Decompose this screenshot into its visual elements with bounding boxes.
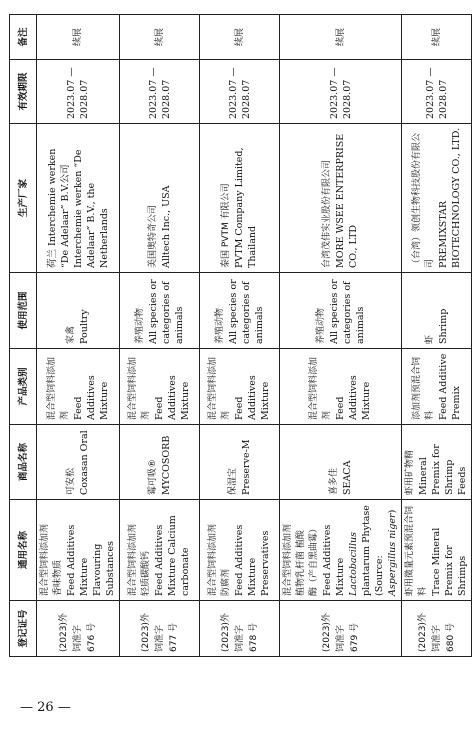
cell-note: 续展 <box>120 15 200 60</box>
cell-validity: 2023.07 — 2028.07 <box>402 60 472 124</box>
cell-generic-name: 混合型饲料添加剂 轻质碳酸钙 Feed Additives Mixture Calcium carbonate <box>120 500 200 601</box>
page-number: — 26 — <box>20 700 71 715</box>
cell-manufacturer: 台湾茂伟实业股份有限公司 MORE WSEE ENTERPRISE CO., LTD <box>280 124 402 273</box>
cell-manufacturer: 泰国 PVTM 有限公司 PVTM Company Limited, Thailand <box>200 124 280 273</box>
cell-note: 续展 <box>37 15 120 60</box>
cell-trade-name: 虾用矿物精 Mineral Premix for Shrimp Feeds <box>402 425 472 500</box>
cell-trade-name: 喜多佳 SEACA <box>280 425 402 500</box>
cell-manufacturer: 美国奥特奇公司 Alltech Inc., USA <box>120 124 200 273</box>
cell-trade-name: 可安松 Coxasan Oral <box>37 425 120 500</box>
cell-reg-no: (2023)外饲准字 679 号 <box>280 601 402 657</box>
header-manufacturer: 生产厂家 <box>10 124 37 273</box>
cell-scope: 养殖动物 All species or categories of animals <box>280 273 402 349</box>
cell-category: 混合型饲料添加剂 Feed Additives Mixture <box>37 349 120 425</box>
cell-validity: 2023.07 — 2028.07 <box>120 60 200 124</box>
header-reg-no: 登记证号 <box>10 601 37 657</box>
cell-scope: 养殖动物 All species or categories of animals <box>120 273 200 349</box>
cell-category: 混合型饲料添加剂 Feed Additives Mixture <box>120 349 200 425</box>
cell-generic-name: 混合型饲料添加剂 植物乳杆菌 植酸 酶（产自黑曲霉） Feed Additives Mixture Lactobacillus plantarum Phytase (Source: Aspergillus niger) <box>280 500 402 601</box>
cell-reg-no: (2023)外饲准字 680 号 <box>402 601 472 657</box>
cell-category: 混合型饲料添加剂 Feed Additives Mixture <box>280 349 402 425</box>
cell-generic-name: 虾用微量元素预混合饲料 Trace Mineral Premix for Shrimps <box>402 500 472 601</box>
cell-validity: 2023.07 — 2028.07 <box>280 60 402 124</box>
header-note: 备注 <box>10 15 37 60</box>
header-trade-name: 商品名称 <box>10 425 37 500</box>
cell-scope: 养殖动物 All species or categories of animals <box>200 273 280 349</box>
cell-category: 混合型饲料添加剂 Feed Additives Mixture <box>200 349 280 425</box>
cell-note: 续展 <box>402 15 472 60</box>
table-header-row <box>10 15 37 657</box>
cell-generic-name: 混合型饲料添加剂 防腐剂 Feed Additives Mixture Preservatives <box>200 500 280 601</box>
cell-scope: 家禽 Poultry <box>37 273 120 349</box>
cell-validity: 2023.07 — 2028.07 <box>37 60 120 124</box>
cell-note: 续展 <box>280 15 402 60</box>
cell-reg-no: (2023)外饲准字 678 号 <box>200 601 280 657</box>
registration-table <box>9 14 472 657</box>
table-row <box>120 15 200 657</box>
cell-manufacturer: 荷兰 Interchemie werken “De Adelaar” B.V.公司 Interchemie werken “De Adelaar” B.V., the Netherlands <box>37 124 120 273</box>
cell-generic-name: 混合型饲料添加剂 香味物质 Feed Additives Mixture Flavouring Substances <box>37 500 120 601</box>
table-row <box>200 15 280 657</box>
cell-reg-no: (2023)外饲准字 676 号 <box>37 601 120 657</box>
cell-trade-name: 保湿宝 Preserve-M <box>200 425 280 500</box>
cell-note: 续展 <box>200 15 280 60</box>
table-row <box>37 15 120 657</box>
cell-trade-name: 霉可吸® MYCOSORB <box>120 425 200 500</box>
table-row <box>402 15 472 657</box>
cell-manufacturer: （台湾）领创生物科技股份有限公司 PREMIXSTAR BIOTECHNOLOGY CO., LTD. <box>402 124 472 273</box>
header-scope: 使用范围 <box>10 273 37 349</box>
header-validity: 有效期限 <box>10 60 37 124</box>
cell-category: 添加剂预混合饲料 Feed Additive Premix <box>402 349 472 425</box>
cell-scope: 虾 Shrimp <box>402 273 472 349</box>
header-generic-name: 通用名称 <box>10 500 37 601</box>
cell-validity: 2023.07 — 2028.07 <box>200 60 280 124</box>
header-category: 产品类别 <box>10 349 37 425</box>
cell-reg-no: (2023)外饲准字 677 号 <box>120 601 200 657</box>
rotated-page <box>0 7 468 665</box>
table-row <box>280 15 402 657</box>
